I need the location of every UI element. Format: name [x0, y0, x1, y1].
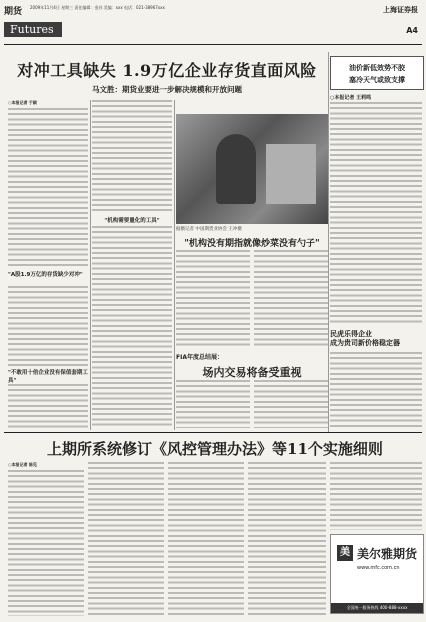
bottom-byline: ○本报记者 陈见 [8, 462, 37, 467]
section-label: 期货 [4, 7, 23, 17]
article-column [168, 462, 244, 616]
sidebar-headline-box [330, 56, 424, 90]
article-column [8, 286, 88, 366]
masthead-info: 2009年11月4日 星期三 责任编辑：金苏 美编：xxx 电话：021-38967xxx [30, 5, 165, 10]
article-column [8, 470, 84, 616]
article-column [254, 250, 328, 348]
secondary-headline: 场内交易将备受重视 [202, 366, 302, 379]
article-column [8, 384, 88, 428]
news-photo [176, 114, 328, 224]
article-column [8, 108, 88, 268]
sidebar-headline-line2: 塞冷天气或致支撑 [349, 76, 405, 84]
article-column [92, 100, 172, 214]
ad-hotline: 全国统一服务热线 400-888-xxxx [331, 603, 423, 613]
pull-quote: "机构没有期指就像炒菜没有勺子" [184, 239, 320, 249]
ad-url[interactable]: www.mfc.com.cn [357, 565, 400, 571]
article-column [176, 380, 250, 428]
brand-logo-icon: 美 [337, 545, 353, 561]
section-label-en: Futures [4, 22, 62, 37]
advertisement[interactable] [330, 534, 424, 614]
sidebar-column [330, 462, 422, 530]
sidebar-column [330, 102, 422, 324]
sidebar-headline-line1: 油价新低效势不胶 [349, 64, 405, 72]
bottom-headline: 上期所系统修订《风控管理办法》等11个实施细则 [47, 440, 383, 458]
article-column [248, 462, 326, 616]
sidebar-title-line1: 民虎乐得企业 [330, 330, 372, 338]
newspaper-brand: 上海证券报 [383, 5, 418, 14]
sidebar-title [330, 330, 422, 348]
article-column [92, 226, 172, 428]
ad-brand-name: 美尔雅期货 [357, 547, 418, 561]
article-subtitle: "不敢用十倍企业没有保值套期工具" [8, 370, 88, 384]
sidebar-byline: ○本报记者 王莉鸣 [330, 95, 372, 101]
masthead [4, 4, 422, 42]
page-number: A4 [406, 26, 418, 35]
photo-caption: 据摄记者 中国期货业协会 王冲摄 [176, 227, 242, 232]
article-subtitle: "机构需要量化的工具" [104, 218, 160, 224]
header-rule [4, 44, 422, 45]
main-byline: ○本报记者 于颖 [8, 100, 37, 105]
sidebar-column [330, 352, 422, 428]
section-rule [4, 432, 422, 433]
main-headline: 对冲工具缺失 1.9万亿企业存货直面风险 [17, 61, 317, 80]
section-flag: FIA年度总结展： [176, 354, 223, 361]
column-divider [90, 100, 91, 430]
main-subhead: 马文胜：期货业要进一步解决规模和开放问题 [92, 85, 242, 94]
column-divider [174, 100, 175, 430]
article-column [88, 462, 164, 616]
sidebar-title-line2: 成为贵司新价格稳定器 [330, 339, 400, 347]
article-subtitle: "A股1.9万亿的存货缺少对冲" [8, 272, 83, 278]
article-column [176, 250, 250, 348]
column-divider [328, 52, 329, 432]
article-column [254, 380, 328, 428]
